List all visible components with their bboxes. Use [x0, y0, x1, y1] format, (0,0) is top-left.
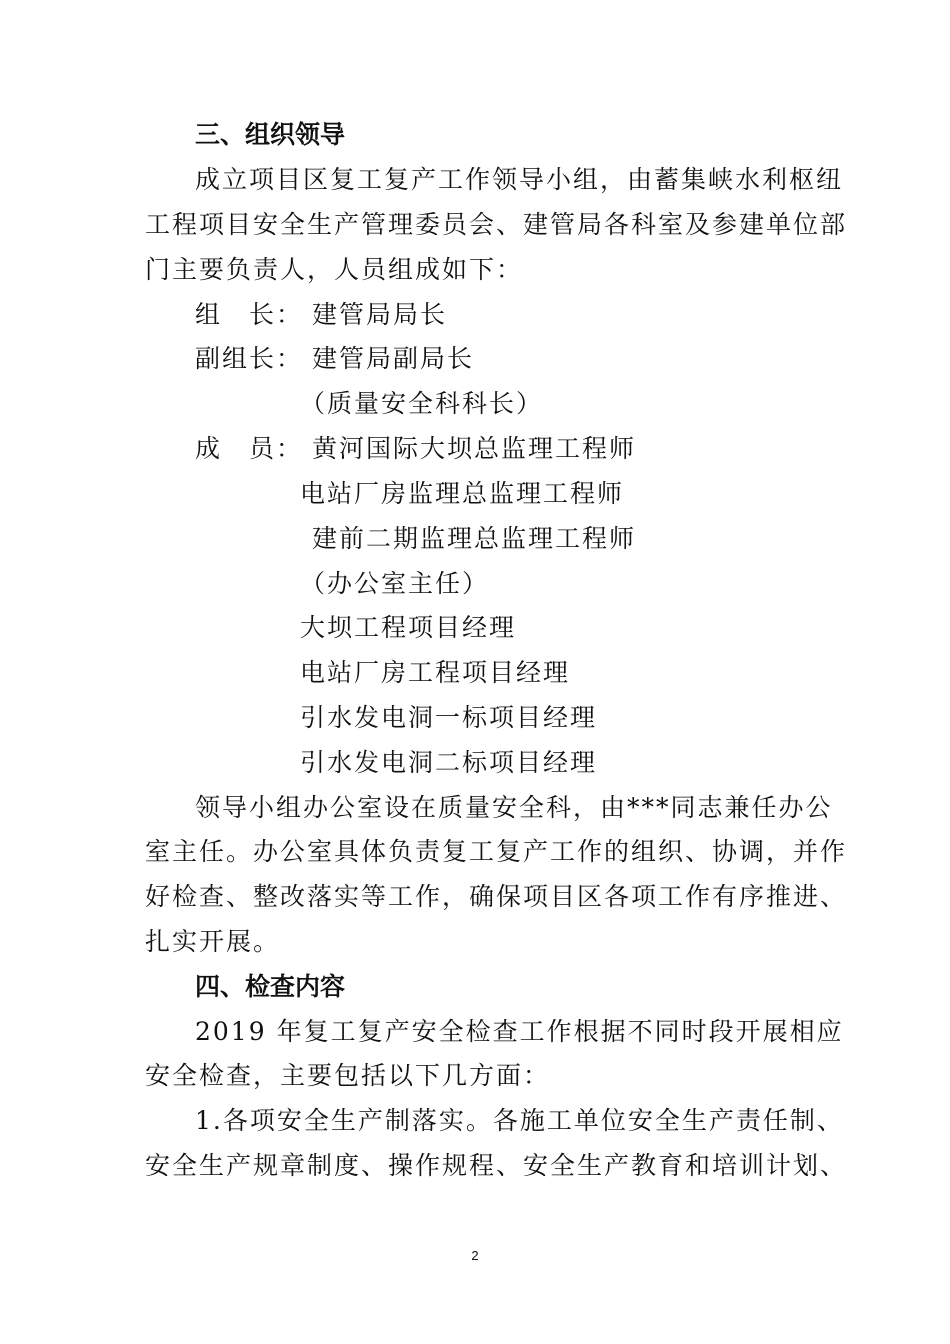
deputy-note: （质量安全科科长） — [300, 389, 544, 418]
deputy-label: 副组长： — [195, 344, 304, 373]
leader-value: 建管局局长 — [312, 300, 448, 329]
paragraph-line: 安全生产规章制度、操作规程、安全生产教育和培训计划、 — [145, 1151, 848, 1180]
paragraph-line: 室主任。办公室具体负责复工复产工作的组织、协调，并作 — [145, 837, 848, 866]
paragraph-line: 扎实开展。 — [145, 927, 281, 956]
paragraph-line: 安全检查，主要包括以下几方面： — [145, 1061, 551, 1090]
member-item: （办公室主任） — [300, 569, 490, 598]
member-item: 电站厂房工程项目经理 — [300, 658, 571, 687]
paragraph-line: 好检查、整改落实等工作，确保项目区各项工作有序推进、 — [145, 882, 848, 911]
paragraph-line: 领导小组办公室设在质量安全科，由***同志兼任办公 — [195, 793, 833, 822]
member-item: 黄河国际大坝总监理工程师 — [312, 434, 637, 463]
members-label: 成 员： — [195, 434, 304, 463]
paragraph-line: 2019 年复工复产安全检查工作根据不同时段开展相应 — [195, 1017, 844, 1046]
section-heading-inspection: 四、检查内容 — [195, 972, 346, 1001]
member-item: 建前二期监理总监理工程师 — [312, 524, 637, 553]
member-item: 电站厂房监理总监理工程师 — [300, 479, 625, 508]
leader-label: 组 长： — [195, 300, 304, 329]
section-heading-organization: 三、组织领导 — [195, 120, 346, 149]
member-item: 引水发电洞二标项目经理 — [300, 748, 598, 777]
paragraph-line: 1.各项安全生产制落实。各施工单位安全生产责任制、 — [195, 1106, 844, 1135]
page-number: 2 — [471, 1248, 479, 1263]
deputy-value: 建管局副局长 — [312, 344, 475, 373]
paragraph-line: 门主要负责人，人员组成如下： — [145, 255, 524, 284]
member-item: 大坝工程项目经理 — [300, 613, 517, 642]
member-item: 引水发电洞一标项目经理 — [300, 703, 598, 732]
paragraph-line: 工程项目安全生产管理委员会、建管局各科室及参建单位部 — [145, 210, 848, 239]
paragraph-line: 成立项目区复工复产工作领导小组，由蓄集峡水利枢纽 — [195, 165, 844, 194]
